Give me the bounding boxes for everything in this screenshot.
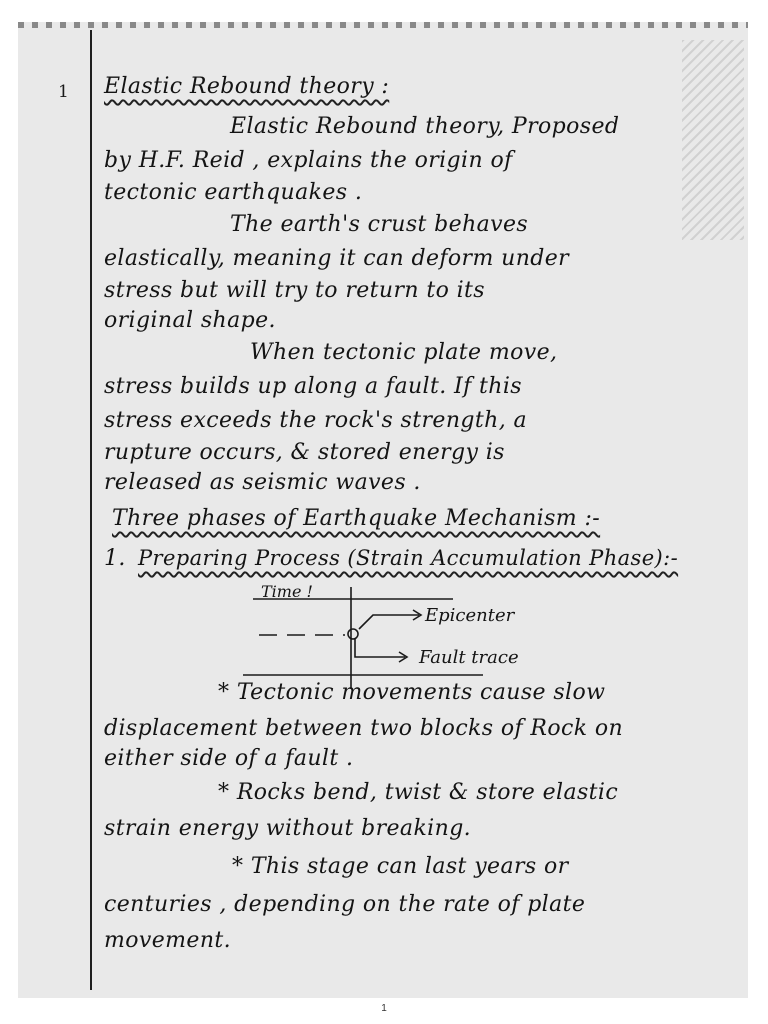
paragraph-line: When tectonic plate move, xyxy=(250,340,558,365)
epicenter-circle xyxy=(348,629,358,639)
paragraph-line: stress exceeds the rock's strength, a xyxy=(104,408,527,433)
paragraph-line: stress builds up along a fault. If this xyxy=(104,374,522,399)
bullet-line: strain energy without breaking. xyxy=(104,816,472,841)
paragraph-line: original shape. xyxy=(104,308,276,333)
time-label: Time ! xyxy=(261,582,313,601)
notebook-page xyxy=(18,22,748,998)
paragraph-line: released as seismic waves . xyxy=(104,470,421,495)
bullet-mark: * xyxy=(218,680,230,705)
bullet-line xyxy=(232,854,569,879)
bullet-text: Tectonic movements cause slow xyxy=(236,680,606,705)
epicenter-label: Epicenter xyxy=(425,605,515,626)
paragraph-line: by H.F. Reid , explains the origin of xyxy=(104,148,513,173)
footer-page-number: 1 xyxy=(381,1003,387,1014)
bullet-mark: * xyxy=(232,854,244,879)
margin-line xyxy=(90,30,92,990)
bullet-line xyxy=(218,680,605,705)
paragraph-line: The earth's crust behaves xyxy=(230,212,529,237)
bullet-line: centuries , depending on the rate of plate xyxy=(104,892,586,917)
paragraph-line: elastically, meaning it can deform under xyxy=(104,246,570,271)
phase-title: Preparing Process (Strain Accumulation Phase):- xyxy=(138,546,679,570)
page-top-edge xyxy=(18,22,748,28)
margin-number: 1 xyxy=(58,82,69,102)
paragraph-line: rupture occurs, & stored energy is xyxy=(104,440,505,465)
bullet-text: Rocks bend, twist & store elastic xyxy=(236,780,619,805)
bullet-text: This stage can last years or xyxy=(250,854,569,879)
page-title: Elastic Rebound theory : xyxy=(104,74,390,99)
paragraph-line: Elastic Rebound theory, Proposed xyxy=(230,114,620,139)
bullet-line: movement. xyxy=(104,928,232,953)
fault-diagram xyxy=(233,577,563,697)
paragraph-line: stress but will try to return to its xyxy=(104,278,485,303)
fault-trace-label: Fault trace xyxy=(419,647,519,668)
paragraph-line: tectonic earthquakes . xyxy=(104,180,363,205)
scan-artifact xyxy=(682,40,744,240)
bullet-line: displacement between two blocks of Rock on xyxy=(104,716,624,741)
fault-trace-arrow xyxy=(355,639,405,657)
section-heading: Three phases of Earthquake Mechanism :- xyxy=(112,506,601,531)
epicenter-arrow xyxy=(359,615,419,629)
bullet-line xyxy=(218,780,618,805)
phase-number: 1. xyxy=(104,546,126,571)
bullet-mark: * xyxy=(218,780,230,805)
bullet-line: either side of a fault . xyxy=(104,746,354,771)
